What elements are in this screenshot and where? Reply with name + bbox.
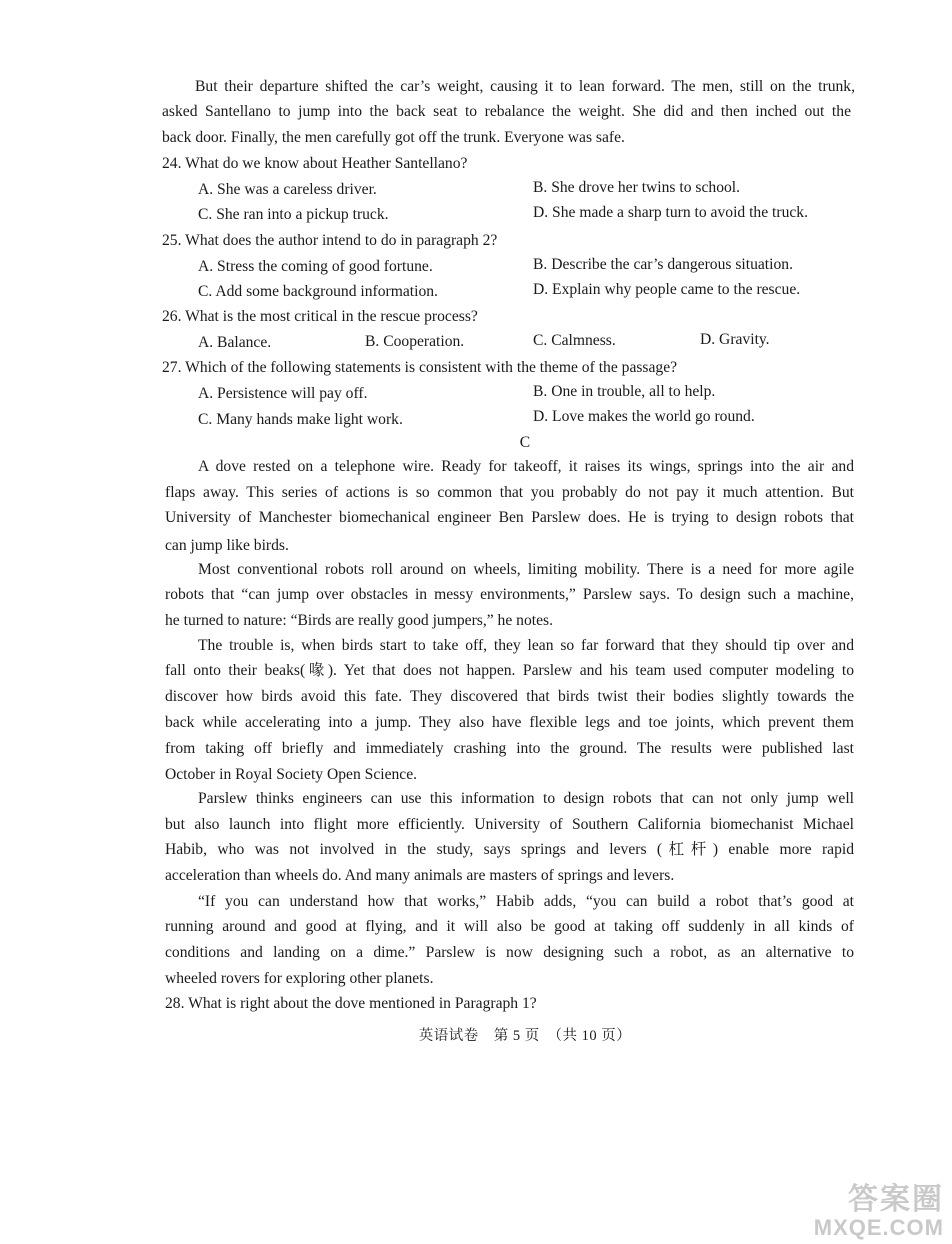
paragraph-3-line-1: The trouble is, when birds start to take off, they lean so far forward that they should tip over and [198,637,854,654]
paragraph-3-line-3: discover how birds avoid this fate. They discovered that birds twist their bodies slightly towards the [165,688,854,705]
question-24-option-a: A. She was a careless driver. [198,181,377,198]
question-26-stem: 26. What is the most critical in the rescue process? [162,308,478,325]
question-25-option-b: B. Describe the car’s dangerous situation. [533,256,793,273]
paragraph-1-line-3: University of Manchester biomechanical engineer Ben Parslew does. He is trying to design robots that [165,509,854,526]
paragraph-3-line-5: from taking off briefly and immediately crashing into the ground. The results were published last [165,740,854,757]
paragraph-2-line-2: robots that “can jump over obstacles in messy environments,” Parslew says. To design such a machine, [165,586,854,603]
paragraph-5-line-2: running around and good at flying, and it will also be good at taking off suddenly in all kinds of [165,918,854,935]
question-27-option-a: A. Persistence will pay off. [198,385,368,402]
paragraph-4-line-3: Habib, who was not involved in the study, says springs and levers (杠杆) enable more rapid [165,841,854,858]
paragraph-3-line-2: fall onto their beaks(喙). Yet that does not happen. Parslew and his team used computer modeling to [165,662,854,679]
paragraph-4-line-1: Parslew thinks engineers can use this information to design robots that can not only jump well [198,790,854,807]
paragraph-3-line-4: back while accelerating into a jump. They also have flexible legs and toe joints, which prevent them [165,714,854,731]
question-25-option-d: D. Explain why people came to the rescue. [533,281,801,298]
question-25-option-c: C. Add some background information. [198,283,438,300]
paragraph-2-line-1: Most conventional robots roll around on wheels, limiting mobility. There is a need for more agile [198,561,854,578]
question-26-option-b: B. Cooperation. [365,333,465,350]
question-26-option-a: A. Balance. [198,334,272,351]
paragraph-2-line-3: he turned to nature: “Birds are really good jumpers,” he notes. [165,612,553,629]
question-27-stem: 27. Which of the following statements is consistent with the theme of the passage? [162,359,678,376]
paragraph-5-line-3: conditions and landing on a dime.” Parslew is now designing such a robot, as an alternative to [165,944,854,961]
passage-b-line-2: asked Santellano to jump into the back seat to rebalance the weight. She did and then inched out the [162,103,851,120]
paragraph-5-line-1: “If you can understand how that works,” Habib adds, “you can build a robot that’s good at [198,893,854,910]
paragraph-5-line-4: wheeled rovers for exploring other planets. [165,970,434,987]
question-28-stem: 28. What is right about the dove mentioned in Paragraph 1? [165,995,537,1012]
question-24-option-c: C. She ran into a pickup truck. [198,206,389,223]
question-24-option-b: B. She drove her twins to school. [533,179,741,196]
paragraph-1-line-1: A dove rested on a telephone wire. Ready for takeoff, it raises its wings, springs into the air and [198,458,854,475]
paragraph-3-line-6: October in Royal Society Open Science. [165,766,418,783]
watermark-seal: 答案圈 [848,1183,944,1216]
question-27-option-b: B. One in trouble, all to help. [533,383,716,400]
question-27-option-c: C. Many hands make light work. [198,411,403,428]
passage-b-line-1: But their departure shifted the car’s weight, causing it to lean forward. The men, still on the trunk, [195,78,855,95]
paragraph-4-line-2: but also launch into flight more efficiently. University of Southern California biomechanist Michael [165,816,854,833]
watermark-url: MXQE.COM [813,1215,944,1240]
paragraph-1-line-4: can jump like birds. [165,537,289,554]
section-c-heading: C [519,434,531,451]
question-27-option-d: D. Love makes the world go round. [533,408,755,425]
question-24-stem: 24. What do we know about Heather Santellano? [162,155,468,172]
paragraph-1-line-2: flaps away. This series of actions is so common that you probably do not pay it much attention. But [165,484,854,501]
page-footer: 英语试卷 第 5 页 （共 10 页） [418,1028,632,1044]
question-25-option-a: A. Stress the coming of good fortune. [198,258,433,275]
watermark-logo [814,1184,944,1240]
question-26-option-d: D. Gravity. [700,331,770,348]
question-26-option-c: C. Calmness. [533,332,616,349]
paragraph-4-line-4: acceleration than wheels do. And many animals are masters of springs and levers. [165,867,675,884]
question-25-stem: 25. What does the author intend to do in paragraph 2? [162,232,498,249]
question-24-option-d: D. She made a sharp turn to avoid the truck. [533,204,808,221]
passage-b-line-3: back door. Finally, the men carefully got off the trunk. Everyone was safe. [162,129,625,146]
